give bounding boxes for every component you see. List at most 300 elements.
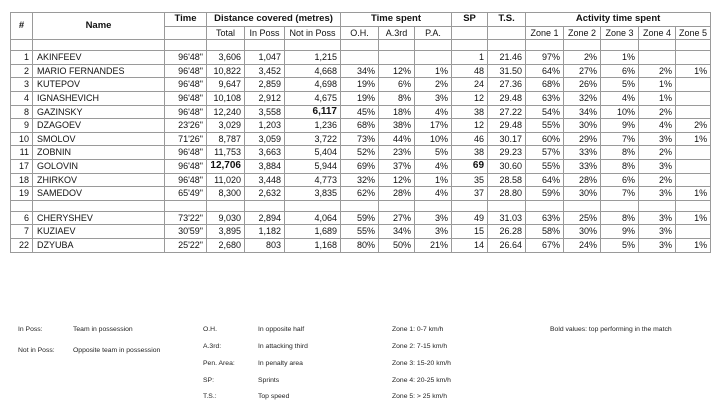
legend-sp-key: SP: (203, 377, 214, 384)
cell-name: ZHIRKOV (33, 173, 165, 187)
cell-oh: 69% (341, 159, 379, 173)
legend-in-poss-key: In Poss: (18, 326, 43, 333)
table-row (11, 225, 711, 239)
header-zone-1: Zone 1 (526, 26, 564, 40)
cell-total: 3,606 (207, 51, 245, 65)
header-oh: O.H. (341, 26, 379, 40)
cell-ts: 31.03 (488, 211, 526, 225)
cell-ts: 28.80 (488, 187, 526, 201)
cell-pa: 4% (415, 187, 452, 201)
cell-z2: 33% (564, 159, 601, 173)
legend-pen-key: Pen. Area: (203, 360, 235, 367)
cell-name: MARIO FERNANDES (33, 64, 165, 78)
cell-ts: 30.60 (488, 159, 526, 173)
cell-z2: 2% (564, 51, 601, 65)
spacer-cell (526, 40, 564, 51)
cell-pa: 4% (415, 105, 452, 119)
cell-no: 22 (11, 238, 33, 252)
cell-pa: 5% (415, 146, 452, 160)
cell-oh: 68% (341, 119, 379, 133)
cell-ts: 28.58 (488, 173, 526, 187)
header-zone-4: Zone 4 (639, 26, 676, 40)
cell-in-poss: 1,203 (245, 119, 285, 133)
cell-no: 9 (11, 119, 33, 133)
cell-no: 18 (11, 173, 33, 187)
cell-z1: 64% (526, 64, 564, 78)
spacer-cell (245, 200, 285, 211)
cell-no: 17 (11, 159, 33, 173)
cell-z5 (676, 173, 711, 187)
legend-zone-5: Zone 5: > 25 km/h (392, 393, 447, 400)
cell-not-in-poss: 5,404 (285, 146, 341, 160)
cell-ts: 21.46 (488, 51, 526, 65)
spacer-cell (379, 200, 415, 211)
cell-total: 11,753 (207, 146, 245, 160)
cell-ts: 27.22 (488, 105, 526, 119)
cell-z3: 6% (601, 173, 639, 187)
header-zone-5: Zone 5 (676, 26, 711, 40)
cell-z4: 2% (639, 146, 676, 160)
cell-z1: 59% (526, 187, 564, 201)
cell-z2: 24% (564, 238, 601, 252)
table-row (11, 187, 711, 201)
cell-z2: 30% (564, 187, 601, 201)
cell-z5: 1% (676, 64, 711, 78)
cell-oh: 62% (341, 187, 379, 201)
cell-sp: 38 (452, 105, 488, 119)
legend-ts-key: T.S.: (203, 393, 217, 400)
legend-in-poss-value: Team in possession (73, 326, 133, 333)
cell-oh: 32% (341, 173, 379, 187)
cell-not-in-poss: 4,698 (285, 78, 341, 92)
cell-a3rd: 6% (379, 78, 415, 92)
cell-z5: 1% (676, 238, 711, 252)
spacer-cell (165, 200, 207, 211)
cell-z4: 2% (639, 105, 676, 119)
cell-z5 (676, 91, 711, 105)
legend-zone-3: Zone 3: 15-20 km/h (392, 360, 451, 367)
cell-z4: 3% (639, 159, 676, 173)
cell-no: 19 (11, 187, 33, 201)
cell-z3: 5% (601, 238, 639, 252)
cell-no: 11 (11, 146, 33, 160)
cell-z2: 28% (564, 173, 601, 187)
spacer-cell (33, 200, 165, 211)
cell-name: ZOBNIN (33, 146, 165, 160)
header-name: Name (33, 13, 165, 40)
legend-not-in-poss-value: Opposite team in possession (73, 347, 161, 354)
cell-z3: 7% (601, 187, 639, 201)
spacer-cell (639, 40, 676, 51)
cell-no: 3 (11, 78, 33, 92)
spacer-cell (488, 40, 526, 51)
cell-pa: 2% (415, 78, 452, 92)
table-row (11, 51, 711, 65)
cell-no: 1 (11, 51, 33, 65)
cell-time: 96'48" (165, 146, 207, 160)
cell-z5: 1% (676, 132, 711, 146)
cell-oh: 19% (341, 91, 379, 105)
cell-time: 96'48" (165, 173, 207, 187)
cell-z1: 55% (526, 159, 564, 173)
cell-z4: 3% (639, 225, 676, 239)
cell-z3: 5% (601, 78, 639, 92)
cell-oh: 34% (341, 64, 379, 78)
cell-in-poss: 1,047 (245, 51, 285, 65)
legend-oh-value: In opposite half (258, 326, 305, 333)
cell-ts: 26.64 (488, 238, 526, 252)
header-zone-2: Zone 2 (564, 26, 601, 40)
cell-a3rd: 50% (379, 238, 415, 252)
cell-time: 71'26" (165, 132, 207, 146)
cell-name: DZYUBA (33, 238, 165, 252)
header-time: Time (165, 13, 207, 27)
spacer-cell (341, 200, 379, 211)
cell-not-in-poss: 1,168 (285, 238, 341, 252)
cell-ts: 26.28 (488, 225, 526, 239)
cell-pa: 3% (415, 225, 452, 239)
cell-z1: 57% (526, 146, 564, 160)
spacer-cell (452, 40, 488, 51)
cell-time: 96'48" (165, 91, 207, 105)
cell-name: AKINFEEV (33, 51, 165, 65)
cell-sp: 24 (452, 78, 488, 92)
header-number: # (11, 13, 33, 40)
cell-pa: 3% (415, 91, 452, 105)
table-row (11, 119, 711, 133)
table-body (11, 40, 711, 252)
spacer-cell (11, 200, 33, 211)
cell-pa: 4% (415, 159, 452, 173)
cell-time: 30'59" (165, 225, 207, 239)
cell-a3rd: 38% (379, 119, 415, 133)
cell-total: 3,029 (207, 119, 245, 133)
cell-name: CHERYSHEV (33, 211, 165, 225)
spacer-cell (564, 40, 601, 51)
header-pa: P.A. (415, 26, 452, 40)
spacer-cell (341, 40, 379, 51)
cell-z3: 9% (601, 119, 639, 133)
cell-ts: 29.48 (488, 91, 526, 105)
spacer-cell (601, 200, 639, 211)
cell-sp: 15 (452, 225, 488, 239)
cell-in-poss: 3,558 (245, 105, 285, 119)
cell-ts: 29.48 (488, 119, 526, 133)
legend-oh-key: O.H. (203, 326, 217, 333)
spacer-cell (207, 40, 245, 51)
spacer-cell (488, 200, 526, 211)
cell-pa: 17% (415, 119, 452, 133)
cell-z2: 30% (564, 119, 601, 133)
cell-z3: 10% (601, 105, 639, 119)
cell-name: KUTEPOV (33, 78, 165, 92)
cell-z4: 3% (639, 211, 676, 225)
spacer-cell (452, 200, 488, 211)
spacer-cell (245, 40, 285, 51)
cell-z3: 6% (601, 64, 639, 78)
header-distance: Distance covered (metres) (207, 13, 341, 27)
spacer-cell (526, 200, 564, 211)
cell-oh: 55% (341, 225, 379, 239)
player-stats-table (10, 12, 711, 253)
cell-z4: 3% (639, 187, 676, 201)
cell-name: KUZIAEV (33, 225, 165, 239)
cell-not-in-poss: 5,944 (285, 159, 341, 173)
table-row (11, 211, 711, 225)
cell-in-poss: 803 (245, 238, 285, 252)
cell-in-poss: 3,663 (245, 146, 285, 160)
cell-in-poss: 2,859 (245, 78, 285, 92)
cell-time: 96'48" (165, 64, 207, 78)
cell-sp: 49 (452, 211, 488, 225)
spacer-cell (285, 40, 341, 51)
cell-total: 12,706 (207, 159, 245, 173)
cell-in-poss: 3,452 (245, 64, 285, 78)
spacer-cell (11, 40, 33, 51)
spacer-cell (33, 40, 165, 51)
cell-not-in-poss: 1,236 (285, 119, 341, 133)
cell-sp: 12 (452, 119, 488, 133)
cell-z2: 25% (564, 211, 601, 225)
cell-total: 11,020 (207, 173, 245, 187)
cell-z5 (676, 78, 711, 92)
cell-name: SAMEDOV (33, 187, 165, 201)
cell-sp: 69 (452, 159, 488, 173)
header-row-group (11, 13, 711, 27)
cell-in-poss: 2,912 (245, 91, 285, 105)
cell-z1: 54% (526, 105, 564, 119)
spacer-cell (601, 40, 639, 51)
cell-z3: 4% (601, 91, 639, 105)
cell-no: 7 (11, 225, 33, 239)
cell-not-in-poss: 1,215 (285, 51, 341, 65)
cell-z1: 55% (526, 119, 564, 133)
header-total: Total (207, 26, 245, 40)
cell-not-in-poss: 6,117 (285, 105, 341, 119)
cell-z2: 33% (564, 146, 601, 160)
cell-not-in-poss: 4,064 (285, 211, 341, 225)
header-ts-sub (488, 26, 526, 40)
cell-sp: 38 (452, 146, 488, 160)
cell-sp: 14 (452, 238, 488, 252)
header-ts: T.S. (488, 13, 526, 27)
header-time-spent: Time spent (341, 13, 452, 27)
legend-zone-2: Zone 2: 7-15 km/h (392, 343, 448, 350)
table-row (11, 105, 711, 119)
cell-z5 (676, 105, 711, 119)
legend-ts-value: Top speed (258, 393, 290, 400)
cell-name: GAZINSKY (33, 105, 165, 119)
cell-a3rd (379, 51, 415, 65)
cell-z4: 1% (639, 78, 676, 92)
cell-a3rd: 34% (379, 225, 415, 239)
cell-z3: 1% (601, 51, 639, 65)
table-row (11, 64, 711, 78)
spacer-cell (676, 40, 711, 51)
spacer-cell (415, 200, 452, 211)
cell-z2: 32% (564, 91, 601, 105)
cell-name: DZAGOEV (33, 119, 165, 133)
cell-sp: 46 (452, 132, 488, 146)
cell-pa: 3% (415, 211, 452, 225)
cell-z2: 26% (564, 78, 601, 92)
cell-sp: 35 (452, 173, 488, 187)
cell-pa (415, 51, 452, 65)
header-zone-3: Zone 3 (601, 26, 639, 40)
cell-not-in-poss: 3,835 (285, 187, 341, 201)
spacer-cell (415, 40, 452, 51)
cell-total: 8,300 (207, 187, 245, 201)
spacer-cell (165, 40, 207, 51)
cell-oh: 52% (341, 146, 379, 160)
legend-not-in-poss-key: Not in Poss: (18, 347, 55, 354)
table-row (11, 146, 711, 160)
cell-in-poss: 3,059 (245, 132, 285, 146)
cell-time: 25'22" (165, 238, 207, 252)
header-a3rd: A.3rd (379, 26, 415, 40)
cell-in-poss: 3,448 (245, 173, 285, 187)
cell-time: 96'48" (165, 51, 207, 65)
cell-time: 23'26" (165, 119, 207, 133)
cell-sp: 12 (452, 91, 488, 105)
spacer-cell (564, 200, 601, 211)
cell-a3rd: 37% (379, 159, 415, 173)
cell-in-poss: 2,894 (245, 211, 285, 225)
cell-a3rd: 27% (379, 211, 415, 225)
spacer-cell (676, 200, 711, 211)
legend-zone-1: Zone 1: 0-7 km/h (392, 326, 444, 333)
cell-total: 10,108 (207, 91, 245, 105)
cell-z5: 1% (676, 211, 711, 225)
header-sp: SP (452, 13, 488, 27)
cell-z4: 2% (639, 173, 676, 187)
cell-oh: 19% (341, 78, 379, 92)
table-row (11, 132, 711, 146)
cell-z2: 29% (564, 132, 601, 146)
cell-z4: 1% (639, 91, 676, 105)
cell-a3rd: 23% (379, 146, 415, 160)
cell-z3: 8% (601, 211, 639, 225)
cell-oh: 73% (341, 132, 379, 146)
cell-a3rd: 18% (379, 105, 415, 119)
cell-time: 96'48" (165, 159, 207, 173)
cell-pa: 21% (415, 238, 452, 252)
cell-total: 3,895 (207, 225, 245, 239)
cell-in-poss: 1,182 (245, 225, 285, 239)
header-time-sub (165, 26, 207, 40)
cell-z3: 7% (601, 132, 639, 146)
cell-z2: 27% (564, 64, 601, 78)
cell-name: GOLOVIN (33, 159, 165, 173)
cell-z1: 67% (526, 238, 564, 252)
cell-time: 73'22" (165, 211, 207, 225)
cell-time: 96'48" (165, 105, 207, 119)
cell-a3rd: 28% (379, 187, 415, 201)
cell-z4 (639, 51, 676, 65)
cell-z1: 97% (526, 51, 564, 65)
header-in-poss: In Poss (245, 26, 285, 40)
cell-z2: 30% (564, 225, 601, 239)
cell-no: 6 (11, 211, 33, 225)
cell-no: 2 (11, 64, 33, 78)
cell-z5 (676, 146, 711, 160)
legend-a3rd-key: A.3rd: (203, 343, 222, 350)
cell-no: 4 (11, 91, 33, 105)
cell-total: 9,647 (207, 78, 245, 92)
cell-z5 (676, 159, 711, 173)
cell-time: 65'49" (165, 187, 207, 201)
cell-z4: 3% (639, 238, 676, 252)
cell-a3rd: 12% (379, 173, 415, 187)
cell-z1: 60% (526, 132, 564, 146)
cell-z1: 63% (526, 91, 564, 105)
legend-a3rd-value: In attacking third (258, 343, 308, 350)
cell-ts: 30.17 (488, 132, 526, 146)
table-row (11, 159, 711, 173)
cell-a3rd: 12% (379, 64, 415, 78)
cell-time: 96'48" (165, 78, 207, 92)
header-sp-sub (452, 26, 488, 40)
spacer-cell (379, 40, 415, 51)
cell-z4: 4% (639, 119, 676, 133)
cell-total: 2,680 (207, 238, 245, 252)
cell-pa: 1% (415, 173, 452, 187)
cell-z1: 58% (526, 225, 564, 239)
spacer-cell (639, 200, 676, 211)
cell-total: 8,787 (207, 132, 245, 146)
cell-not-in-poss: 4,668 (285, 64, 341, 78)
cell-not-in-poss: 4,773 (285, 173, 341, 187)
legend-bold-note: Bold values: top performing in the match (550, 326, 672, 333)
cell-oh: 59% (341, 211, 379, 225)
cell-z1: 63% (526, 211, 564, 225)
legend-pen-value: In penalty area (258, 360, 303, 367)
cell-oh (341, 51, 379, 65)
cell-ts: 29.23 (488, 146, 526, 160)
cell-z3: 8% (601, 146, 639, 160)
cell-a3rd: 44% (379, 132, 415, 146)
cell-total: 9,030 (207, 211, 245, 225)
table-row (11, 173, 711, 187)
cell-z4: 3% (639, 132, 676, 146)
cell-z2: 34% (564, 105, 601, 119)
cell-ts: 31.50 (488, 64, 526, 78)
cell-pa: 10% (415, 132, 452, 146)
cell-in-poss: 3,884 (245, 159, 285, 173)
cell-z5 (676, 225, 711, 239)
cell-sp: 37 (452, 187, 488, 201)
cell-no: 8 (11, 105, 33, 119)
table-row (11, 238, 711, 252)
cell-not-in-poss: 1,689 (285, 225, 341, 239)
cell-name: IGNASHEVICH (33, 91, 165, 105)
cell-total: 10,822 (207, 64, 245, 78)
cell-z5: 1% (676, 187, 711, 201)
cell-oh: 80% (341, 238, 379, 252)
table-spacer-top (11, 40, 711, 51)
cell-sp: 1 (452, 51, 488, 65)
cell-z3: 9% (601, 225, 639, 239)
cell-z5: 2% (676, 119, 711, 133)
header-not-in-poss: Not in Poss (285, 26, 341, 40)
cell-pa: 1% (415, 64, 452, 78)
cell-z5 (676, 51, 711, 65)
table-row (11, 78, 711, 92)
cell-name: SMOLOV (33, 132, 165, 146)
cell-z4: 2% (639, 64, 676, 78)
cell-z1: 68% (526, 78, 564, 92)
cell-sp: 48 (452, 64, 488, 78)
